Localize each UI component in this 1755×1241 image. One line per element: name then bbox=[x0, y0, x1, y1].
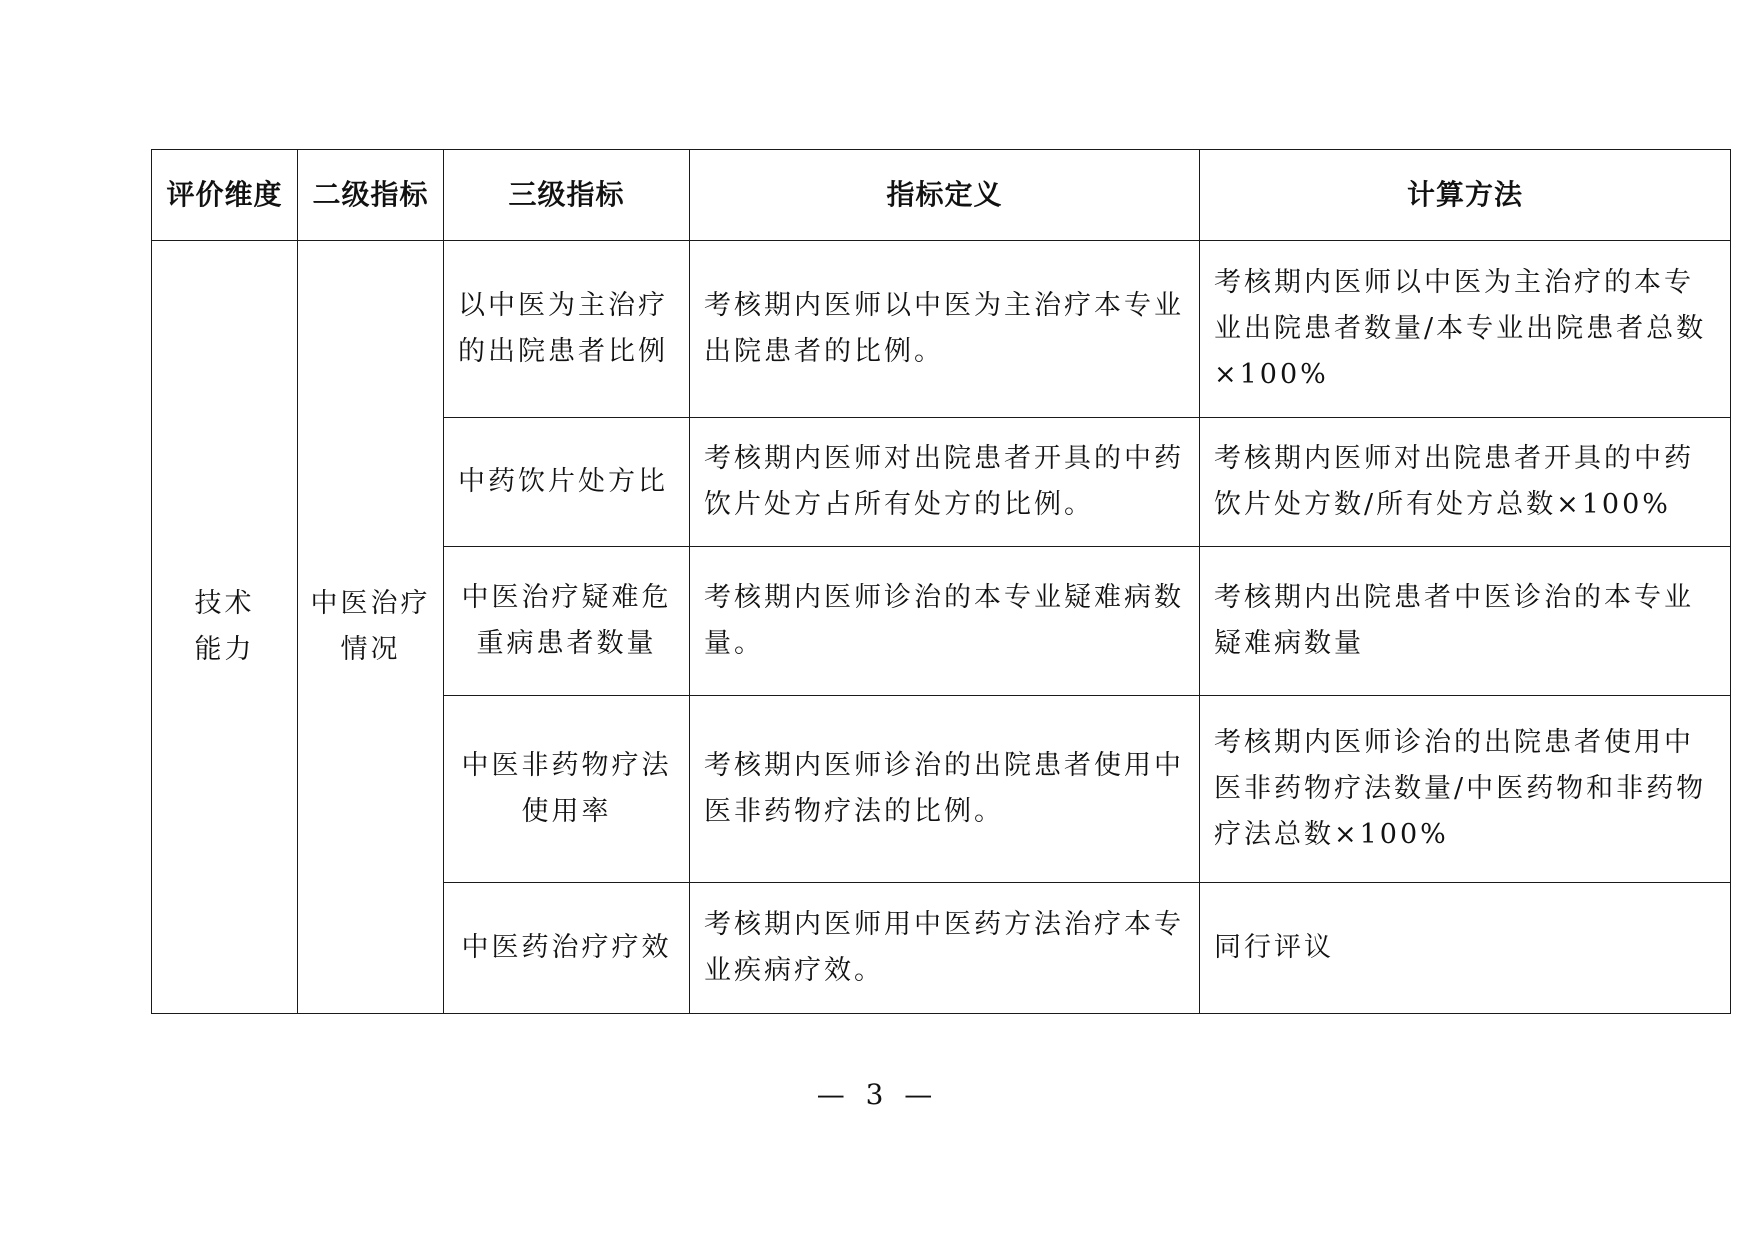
secondary-indicator-line: 中医治疗 bbox=[310, 588, 431, 619]
header-dimension: 评价维度 bbox=[152, 150, 298, 241]
tertiary-indicator-cell: 中医药治疗疗效 bbox=[444, 883, 690, 1014]
calculation-method-cell: 考核期内医师对出院患者开具的中药饮片处方数/所有处方总数×100% bbox=[1200, 418, 1731, 547]
definition-cell: 考核期内医师以中医为主治疗本专业出院患者的比例。 bbox=[690, 241, 1200, 418]
calculation-method-cell: 同行评议 bbox=[1200, 883, 1731, 1014]
secondary-indicator-cell bbox=[298, 241, 444, 1014]
dimension-cell bbox=[152, 241, 298, 1014]
tertiary-indicator-cell: 中医非药物疗法使用率 bbox=[444, 696, 690, 883]
tertiary-indicator-cell: 以中医为主治疗的出院患者比例 bbox=[444, 241, 690, 418]
header-secondary-indicator: 二级指标 bbox=[298, 150, 444, 241]
table-header-row bbox=[152, 150, 1731, 241]
indicator-table bbox=[151, 149, 1731, 1014]
calculation-method-cell: 考核期内出院患者中医诊治的本专业疑难病数量 bbox=[1200, 547, 1731, 696]
tertiary-indicator-cell: 中药饮片处方比 bbox=[444, 418, 690, 547]
page-number: — 3 — bbox=[816, 1078, 939, 1111]
definition-cell: 考核期内医师对出院患者开具的中药饮片处方占所有处方的比例。 bbox=[690, 418, 1200, 547]
table-row bbox=[152, 241, 1731, 418]
dimension-line: 能力 bbox=[194, 634, 255, 665]
tertiary-indicator-cell: 中医治疗疑难危重病患者数量 bbox=[444, 547, 690, 696]
calculation-method-cell: 考核期内医师诊治的出院患者使用中医非药物疗法数量/中医药物和非药物疗法总数×100% bbox=[1200, 696, 1731, 883]
header-definition: 指标定义 bbox=[690, 150, 1200, 241]
definition-cell: 考核期内医师诊治的本专业疑难病数量。 bbox=[690, 547, 1200, 696]
definition-cell: 考核期内医师用中医药方法治疗本专业疾病疗效。 bbox=[690, 883, 1200, 1014]
definition-cell: 考核期内医师诊治的出院患者使用中医非药物疗法的比例。 bbox=[690, 696, 1200, 883]
header-tertiary-indicator: 三级指标 bbox=[444, 150, 690, 241]
header-calculation-method: 计算方法 bbox=[1200, 150, 1731, 241]
secondary-indicator-line: 情况 bbox=[340, 634, 401, 665]
dimension-line: 技术 bbox=[194, 588, 255, 619]
calculation-method-cell: 考核期内医师以中医为主治疗的本专业出院患者数量/本专业出院患者总数×100% bbox=[1200, 241, 1731, 418]
